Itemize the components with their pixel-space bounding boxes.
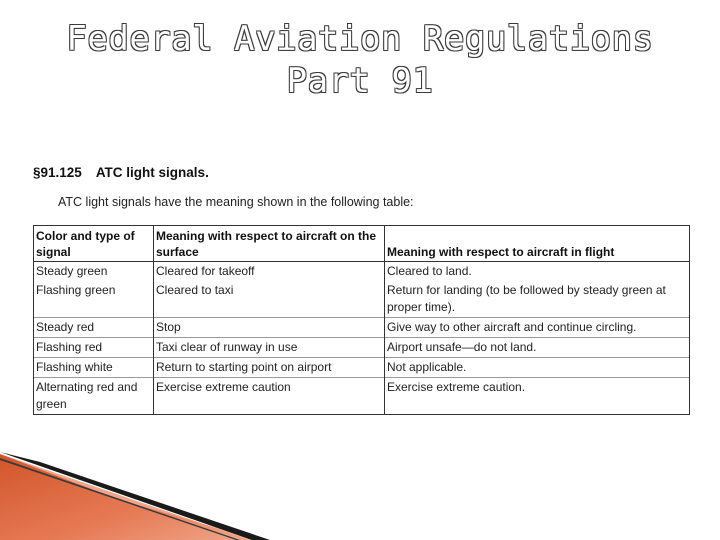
section-intro: ATC light signals have the meaning shown in the following table: [58,195,414,209]
slide-title [0,18,720,102]
flight-meaning-cell: Cleared to land. [385,262,690,282]
surface-meaning-cell: Cleared for takeoff [154,262,385,282]
slide-corner-decoration [0,440,720,540]
signal-cell: Alternating red and green [34,378,154,415]
section-number: §91.125 [33,165,82,180]
header-color-type: Color and type of signal [34,226,154,262]
atc-light-signals-table [33,225,690,415]
flight-meaning-cell: Airport unsafe—do not land. [385,338,690,358]
table-row [34,318,690,338]
surface-meaning-cell: Return to starting point on airport [154,358,385,378]
table-row [34,358,690,378]
surface-meaning-cell: Exercise extreme caution [154,378,385,415]
signal-cell: Flashing white [34,358,154,378]
flight-meaning-cell: Not applicable. [385,358,690,378]
surface-meaning-cell: Taxi clear of runway in use [154,338,385,358]
header-surface-meaning: Meaning with respect to aircraft on the surface [154,226,385,262]
table-row [34,338,690,358]
surface-meaning-cell: Stop [154,318,385,338]
table-row [34,378,690,415]
table-row [34,262,690,282]
signal-cell: Steady green [34,262,154,282]
flight-meaning-cell: Return for landing (to be followed by steady green at proper time). [385,281,690,318]
section-title: ATC light signals. [95,165,209,180]
surface-meaning-cell: Cleared to taxi [154,281,385,318]
signal-cell: Flashing red [34,338,154,358]
signal-cell: Steady red [34,318,154,338]
flight-meaning-cell: Give way to other aircraft and continue circling. [385,318,690,338]
table-header-row [34,226,690,262]
table-row [34,281,690,318]
header-flight-meaning: Meaning with respect to aircraft in flight [385,226,690,262]
slide-title-line-2: Part 91 [286,61,434,101]
section-heading [33,165,209,180]
slide-title-line-1: Federal Aviation Regulations [66,19,654,59]
flight-meaning-cell: Exercise extreme caution. [385,378,690,415]
signal-cell: Flashing green [34,281,154,318]
